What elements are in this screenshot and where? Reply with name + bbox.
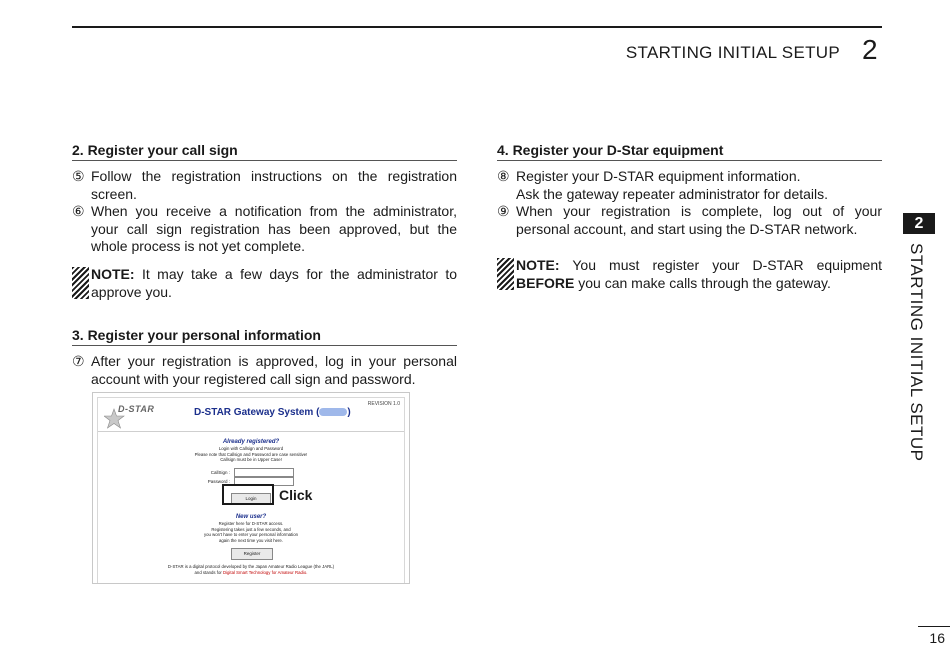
revision-label: REVISION 1.0: [367, 401, 400, 407]
register-button[interactable]: Register: [231, 548, 273, 560]
step-text: When your registration is complete, log out of your personal account, and start using the D-STAR network.: [516, 203, 882, 237]
dstar-logo-text: D-STAR: [118, 404, 155, 414]
section-4-rule: [497, 160, 882, 161]
redacted-callsign: [319, 408, 347, 416]
footer-line-2: and stands for Digital Smart Technology for Amateur Radio.: [194, 569, 308, 575]
step-text: Register your D-STAR equipment information.: [516, 168, 801, 184]
step-5: [72, 168, 457, 203]
section-3-rule: [72, 345, 457, 346]
note-text: It may take a few days for the administrator to approve you.: [91, 266, 457, 300]
step-text-detail: Ask the gateway repeater administrator for details.: [516, 185, 829, 202]
note-emphasis: BEFORE: [516, 275, 575, 291]
step-6: [72, 203, 457, 256]
already-registered-heading: Already registered?: [222, 439, 280, 445]
register-note-3: you won't have to enter your personal information: [204, 532, 298, 537]
section-4-heading: 4. Register your D-Star equipment: [497, 142, 724, 158]
step-9: [497, 203, 882, 238]
login-note-2: Please note that Callsign and Password are case sensitive!: [194, 451, 308, 457]
chapter-number: 2: [862, 34, 878, 65]
side-tab-label: STARTING INITIAL SETUP: [907, 243, 926, 462]
side-tab-number: 2: [903, 213, 935, 234]
password-label: Password :: [207, 479, 230, 484]
step-7: [72, 353, 457, 388]
footer-line-1: D-STAR is a digital protocol developed by the Japan Amateur Radio League (the JARL): [167, 564, 335, 569]
page-number: 16: [929, 630, 945, 646]
step-8: [497, 168, 882, 203]
step-marker: ⑨: [497, 203, 510, 219]
click-highlight-box: [222, 484, 274, 505]
register-note-1: Register here for D-STAR access.: [218, 521, 284, 526]
section-3-heading: 3. Register your personal information: [72, 327, 321, 343]
section-4-note: [497, 256, 882, 292]
section-2-rule: [72, 160, 457, 161]
callsign-label: CallSign :: [210, 470, 230, 475]
register-note-4: again the next time you visit here.: [218, 537, 283, 543]
login-button[interactable]: Login: [231, 493, 271, 505]
chapter-title: STARTING INITIAL SETUP: [625, 43, 840, 62]
screenshot-divider: [98, 431, 404, 432]
click-label: Click: [279, 487, 313, 503]
step-text: After your registration is approved, log in your personal account with your registered call sign and password.: [91, 353, 457, 387]
section-2-heading: 2. Register your call sign: [72, 142, 238, 158]
page-number-rule: [918, 626, 950, 627]
step-marker: ⑥: [72, 203, 85, 219]
gateway-title: D-STAR Gateway System ( ): [194, 407, 351, 418]
register-note-2: Registering takes just a few seconds, and: [211, 526, 291, 532]
callsign-input[interactable]: [234, 468, 294, 477]
step-marker: ⑤: [72, 168, 85, 184]
note-hatch-icon: [72, 267, 89, 299]
step-marker: ⑧: [497, 168, 510, 184]
step-marker: ⑦: [72, 353, 85, 369]
note-label: NOTE:: [516, 257, 560, 273]
step-text: When you receive a notification from the administrator, your call sign registration has been approved, but the whole process is not yet complete.: [91, 203, 457, 254]
note-hatch-icon: [497, 258, 514, 290]
note-text: You must register your D-STAR equipment: [559, 257, 882, 273]
login-note-3: Callsign must be in Upper Case!: [220, 457, 282, 462]
login-note-1: Login with Callsign and Password: [218, 446, 284, 451]
note-label: NOTE:: [91, 266, 135, 282]
new-user-heading: New user?: [235, 514, 267, 520]
section-2-note: [72, 265, 457, 301]
top-rule: [72, 26, 882, 28]
step-text: Follow the registration instructions on the registration screen.: [91, 168, 457, 202]
note-text-end: you can make calls through the gateway.: [574, 275, 831, 291]
